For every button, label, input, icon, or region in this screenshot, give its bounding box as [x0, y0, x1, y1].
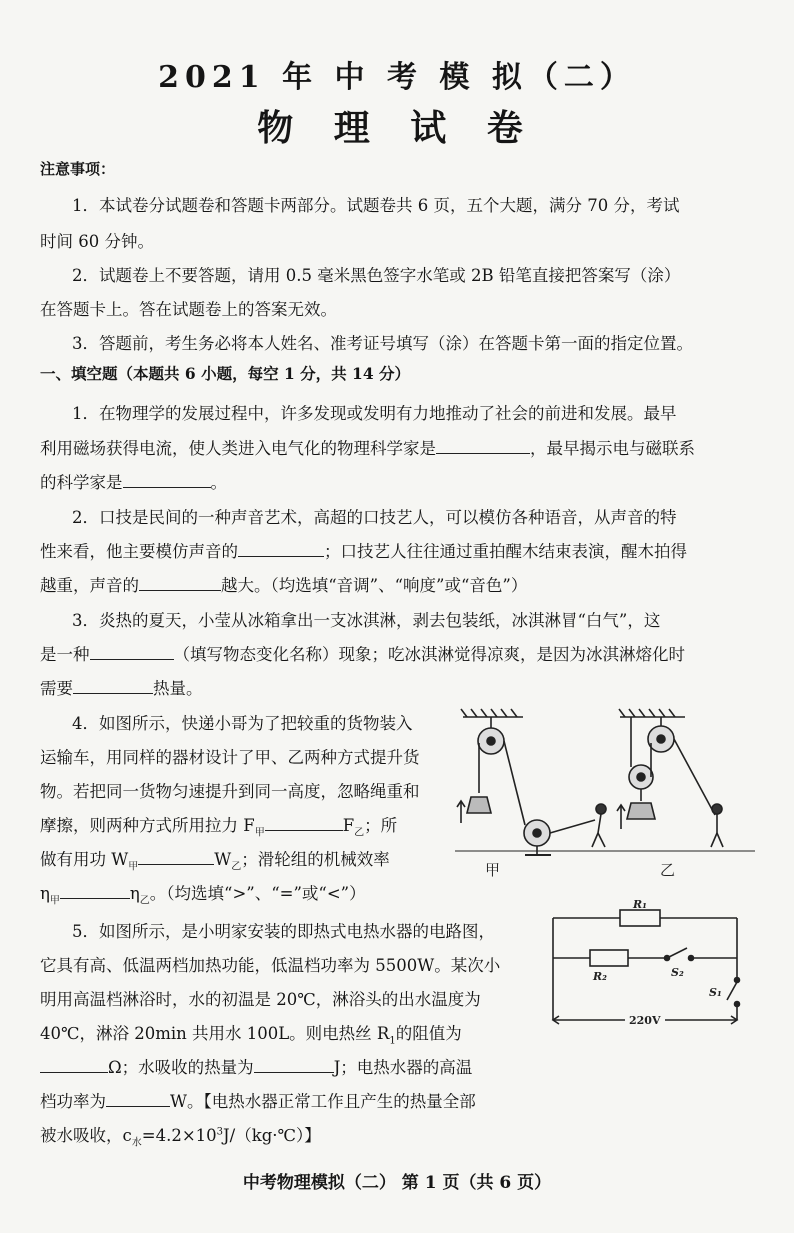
notice-item-2-cont: 在答题卡上。答在试题卷上的答案无效。: [40, 300, 337, 319]
notice-item-2: 2．试题卷上不要答题，请用 0.5 毫米黑色签字水笔或 2B 铅笔直接把答案写（涂）: [72, 266, 681, 285]
label-r2: R₂: [593, 970, 607, 983]
question-4-line-6: $\eta_甲$ $\eta_乙$。（均选填“>”、“=”或“<”）: [40, 884, 366, 907]
question-5-line-2: 它具有高、低温两档加热功能，低温档功率为 5500W。某次小: [40, 956, 501, 975]
exam-subject-title: 物 理 试 卷: [257, 107, 537, 149]
exam-title: 2021 年 中 考 模 拟（二）: [158, 60, 636, 95]
label-voltage: 220V: [629, 1014, 661, 1027]
notice-item-3: 3．答题前，考生务必将本人姓名、准考证号填写（涂）在答题卡第一面的指定位置。: [72, 334, 693, 353]
question-4-line-3: 物。若把同一货物匀速提升到同一高度，忽略绳重和: [40, 782, 420, 801]
question-4-line-1: 4．如图所示，快递小哥为了把较重的货物装入: [72, 714, 413, 733]
question-2-line-1: 2．口技是民间的一种声音艺术，高超的口技艺人，可以模仿各种语音，从声音的特: [72, 508, 677, 527]
question-1-line-3: 的科学家是 。: [40, 473, 227, 492]
answer-blank[interactable]: [139, 576, 221, 591]
question-3-line-2: 是一种 （填写物态变化名称）现象；吃冰淇淋觉得凉爽，是因为冰淇淋熔化时: [40, 645, 685, 664]
answer-blank[interactable]: [138, 850, 214, 865]
resistor-r2: [590, 950, 628, 966]
answer-blank[interactable]: [73, 679, 153, 694]
figure-label-jia: 甲: [485, 861, 501, 879]
switch-s1: [727, 982, 737, 1000]
question-4-line-4: 摩擦，则两种方式所用拉力 $F_甲$ $F_乙$；所: [40, 816, 398, 839]
answer-blank[interactable]: [265, 816, 343, 831]
question-2-line-2: 性来看，他主要模仿声音的 ；口技艺人往往通过重拍醒木结束表演，醒木拍得: [40, 542, 687, 561]
page-footer: 中考物理模拟（二） 第 1 页（共 6 页）: [242, 1173, 552, 1193]
question-5-line-7: 被水吸收，$c_水=4.2\times 10^3J/(kg\cdot℃)$】: [40, 1126, 321, 1149]
question-4-line-5: 做有用功 $W_甲$ $W_乙$；滑轮组的机械效率: [40, 850, 390, 873]
answer-blank[interactable]: [60, 884, 130, 899]
pulley-diagram: [455, 705, 755, 885]
answer-blank[interactable]: [254, 1058, 334, 1073]
label-s1: S₁: [709, 986, 722, 999]
question-2-line-3: 越重，声音的 越大。（均选填“音调”、“响度”或“音色”）: [40, 576, 528, 595]
question-5-line-4: 40℃，淋浴 20min 共用水 100L。则电热丝 $R_1$的阻值为: [40, 1024, 462, 1047]
answer-blank[interactable]: [123, 473, 211, 488]
notice-item-1: 1．本试卷分试题卷和答题卡两部分。试题卷共 6 页，五个大题，满分 70 分，考试: [72, 196, 680, 215]
switch-s2: [667, 948, 687, 958]
answer-blank[interactable]: [238, 542, 324, 557]
circuit-diagram: [545, 900, 750, 1040]
question-1-line-1: 1．在物理学的发展过程中，许多发现或发明有力地推动了社会的前进和发展。最早: [72, 404, 677, 423]
question-5-line-5: Ω；水吸收的热量为 J；电热水器的高温: [40, 1054, 472, 1078]
question-4-line-2: 运输车，用同样的器材设计了甲、乙两种方式提升货: [40, 748, 420, 767]
label-s2: S₂: [671, 966, 684, 979]
label-r1: R₁: [633, 900, 647, 911]
answer-blank[interactable]: [90, 645, 174, 660]
answer-blank[interactable]: [436, 439, 530, 454]
question-3-line-1: 3．炎热的夏天，小莹从冰箱拿出一支冰淇淋，剥去包装纸，冰淇淋冒“白气”，这: [72, 611, 661, 630]
question-5-line-3: 明用高温档淋浴时，水的初温是 20℃，淋浴头的出水温度为: [40, 990, 481, 1009]
question-5-line-6: 档功率为 W。【电热水器正常工作且产生的热量全部: [40, 1092, 476, 1111]
resistor-r1: [620, 910, 660, 926]
question-1-line-2: 利用磁场获得电流，使人类进入电气化的物理科学家是 ，最早揭示电与磁联系: [40, 439, 695, 458]
figure-label-yi: 乙: [660, 861, 676, 879]
answer-blank[interactable]: [106, 1092, 170, 1107]
question-5-line-1: 5．如图所示，是小明家安装的即热式电热水器的电路图，: [72, 922, 495, 941]
notice-item-1-cont: 时间 60 分钟。: [40, 232, 154, 251]
notice-heading: 注意事项：: [40, 160, 116, 178]
section-heading: 一、填空题（本题共 6 小题，每空 1 分，共 14 分）: [40, 364, 411, 383]
question-3-line-3: 需要 热量。: [40, 679, 203, 698]
answer-blank[interactable]: [40, 1058, 108, 1073]
